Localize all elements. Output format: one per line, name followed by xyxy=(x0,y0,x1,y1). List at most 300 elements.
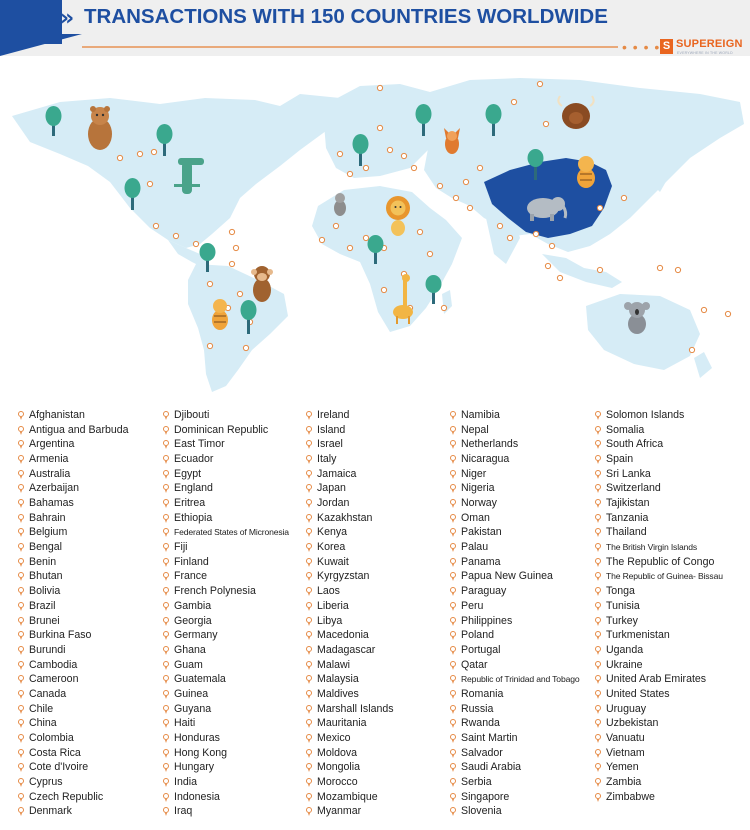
country-name: Republic of Trinidad and Tobago xyxy=(461,674,580,685)
location-pin-icon xyxy=(18,807,24,813)
country-list-item xyxy=(450,511,490,526)
location-pin-icon xyxy=(243,345,248,350)
country-name: Gambia xyxy=(174,599,212,612)
location-pin-icon xyxy=(450,602,456,608)
country-name: Benin xyxy=(29,555,57,568)
country-list-item xyxy=(595,614,638,629)
location-pin-icon xyxy=(18,690,24,696)
country-list-item xyxy=(18,599,56,614)
country-list-item xyxy=(595,540,697,555)
location-pin-icon xyxy=(18,587,24,593)
location-pin-icon xyxy=(595,617,601,623)
location-pin-icon xyxy=(595,719,601,725)
logo-tagline: EVERYWHERE IN THE WORLD xyxy=(677,51,733,55)
location-pin-icon xyxy=(557,275,562,280)
location-pin-icon xyxy=(163,543,169,549)
country-list-item xyxy=(306,452,336,467)
location-pin-icon xyxy=(450,617,456,623)
country-name: Mozambique xyxy=(317,790,378,803)
country-name: Niger xyxy=(461,467,487,480)
country-name: Czech Republic xyxy=(29,790,104,803)
country-name: Ghana xyxy=(174,643,206,656)
country-list-item xyxy=(18,643,66,658)
location-pin-icon xyxy=(163,661,169,667)
country-name: Mauritania xyxy=(317,717,367,730)
country-list-item xyxy=(306,614,342,629)
country-name: Haiti xyxy=(174,717,196,730)
country-list-item xyxy=(306,584,340,599)
country-list-item xyxy=(595,408,684,423)
location-pin-icon xyxy=(163,675,169,681)
location-pin-icon xyxy=(18,499,24,505)
location-pin-icon xyxy=(401,153,406,158)
country-list-item xyxy=(595,584,635,599)
country-name: Fiji xyxy=(174,541,188,554)
location-pin-icon xyxy=(477,165,482,170)
country-name: Kuwait xyxy=(317,555,349,568)
country-list-item xyxy=(306,775,358,790)
location-pin-icon xyxy=(163,587,169,593)
location-pin-icon xyxy=(306,661,312,667)
location-pin-icon xyxy=(163,455,169,461)
country-list-item xyxy=(18,408,85,423)
location-pin-icon xyxy=(306,426,312,432)
country-list-item xyxy=(595,687,670,702)
country-name: Solomon Islands xyxy=(606,409,685,421)
location-pin-icon xyxy=(427,251,432,256)
location-pin-icon xyxy=(163,484,169,490)
country-name: Guinea xyxy=(174,687,209,700)
country-list-item xyxy=(18,628,91,643)
location-pin-icon xyxy=(595,749,601,755)
country-name: England xyxy=(174,482,213,495)
location-pin-icon xyxy=(595,455,601,461)
country-name: Ethiopia xyxy=(174,511,213,524)
country-name: Iraq xyxy=(174,805,193,818)
location-pin-icon xyxy=(18,602,24,608)
country-list-item xyxy=(595,702,646,717)
new-zealand-shape xyxy=(694,352,712,378)
location-pin-icon xyxy=(595,484,601,490)
country-list-item xyxy=(163,658,203,673)
country-list-item xyxy=(163,437,225,452)
page-title: TRANSACTIONS WITH 150 COUNTRIES WORLDWIDE xyxy=(84,5,608,28)
location-pin-icon xyxy=(18,514,24,520)
location-pin-icon xyxy=(347,245,352,250)
country-list-item xyxy=(306,804,361,819)
location-pin-icon xyxy=(163,646,169,652)
country-list-item xyxy=(595,716,658,731)
country-name: Mexico xyxy=(317,731,351,744)
country-name: Thailand xyxy=(606,526,647,539)
country-name: Guyana xyxy=(174,702,212,715)
country-name: Italy xyxy=(317,453,337,466)
country-list-item xyxy=(163,599,211,614)
country-list xyxy=(18,408,738,828)
country-list-item xyxy=(595,525,647,540)
location-pin-icon xyxy=(18,675,24,681)
country-list-item xyxy=(450,540,488,555)
country-list-item xyxy=(163,569,207,584)
country-list-item xyxy=(595,452,633,467)
location-pin-icon xyxy=(417,229,422,234)
country-name: Mongolia xyxy=(317,761,360,774)
country-name: Poland xyxy=(461,629,494,642)
country-list-item xyxy=(18,775,63,790)
country-name: Tajikistan xyxy=(606,497,650,510)
location-pin-icon xyxy=(595,426,601,432)
location-pin-icon xyxy=(450,411,456,417)
country-name: Island xyxy=(317,423,346,436)
panda-icon xyxy=(334,193,346,216)
country-list-item xyxy=(595,599,640,614)
location-pin-icon xyxy=(18,543,24,549)
country-list-item xyxy=(450,437,518,452)
location-pin-icon xyxy=(163,719,169,725)
country-list-item xyxy=(450,672,579,687)
country-list-item xyxy=(163,408,209,423)
location-pin-icon xyxy=(18,411,24,417)
country-list-item xyxy=(163,584,256,599)
location-pin-icon xyxy=(18,617,24,623)
location-pin-icon xyxy=(377,125,382,130)
country-list-item xyxy=(306,599,349,614)
country-list-item xyxy=(306,511,372,526)
country-name: Guatemala xyxy=(174,673,226,686)
location-pin-icon xyxy=(306,690,312,696)
country-list-item xyxy=(18,555,56,570)
location-pin-icon xyxy=(595,793,601,799)
location-pin-icon xyxy=(163,499,169,505)
country-list-item xyxy=(18,481,79,496)
country-list-item xyxy=(306,437,343,452)
location-pin-icon xyxy=(363,235,368,240)
country-list-item xyxy=(595,760,639,775)
location-pin-icon xyxy=(537,81,542,86)
location-pin-icon xyxy=(450,572,456,578)
country-list-item xyxy=(163,746,227,761)
country-list-item xyxy=(18,804,72,819)
country-name: Kazakhstan xyxy=(317,511,373,524)
title-underline xyxy=(82,46,618,48)
location-pin-icon xyxy=(147,181,152,186)
location-pin-icon xyxy=(163,734,169,740)
location-pin-icon xyxy=(497,223,502,228)
country-list-item xyxy=(18,687,66,702)
location-pin-icon xyxy=(163,602,169,608)
location-pin-icon xyxy=(306,411,312,417)
location-pin-icon xyxy=(725,311,730,316)
location-pin-icon xyxy=(450,690,456,696)
location-pin-icon xyxy=(306,734,312,740)
location-pin-icon xyxy=(163,617,169,623)
country-list-item xyxy=(18,540,62,555)
country-name: Ukraine xyxy=(606,658,643,671)
southeast-asia-shape xyxy=(542,254,622,288)
location-pin-icon xyxy=(18,749,24,755)
location-pin-icon xyxy=(595,763,601,769)
country-name: United Arab Emirates xyxy=(606,673,707,686)
location-pin-icon xyxy=(306,558,312,564)
location-pin-icon xyxy=(450,440,456,446)
location-pin-icon xyxy=(18,455,24,461)
country-name: Yemen xyxy=(606,761,639,774)
country-name: Somalia xyxy=(606,423,645,436)
location-pin-icon xyxy=(595,499,601,505)
location-pin-icon xyxy=(306,705,312,711)
country-name: Paraguay xyxy=(461,585,507,598)
country-list-item xyxy=(595,731,645,746)
location-pin-icon xyxy=(319,237,324,242)
location-pin-icon xyxy=(18,558,24,564)
country-name: Morocco xyxy=(317,776,358,788)
country-list-item xyxy=(450,687,503,702)
country-name: Costa Rica xyxy=(29,746,81,759)
location-pin-icon xyxy=(450,426,456,432)
country-list-item xyxy=(306,555,349,570)
country-name: Uzbekistan xyxy=(606,717,659,730)
country-list-item xyxy=(18,614,60,629)
location-pin-icon xyxy=(450,807,456,813)
country-name: France xyxy=(174,570,207,583)
country-list-item xyxy=(450,658,488,673)
country-list-item xyxy=(595,658,643,673)
location-pin-icon xyxy=(163,426,169,432)
location-pin-icon xyxy=(163,528,169,534)
location-pin-icon xyxy=(595,558,601,564)
country-name: Liberia xyxy=(317,599,349,612)
country-list-item xyxy=(595,496,650,511)
country-name: Jordan xyxy=(317,497,350,510)
country-list-item xyxy=(450,584,506,599)
country-list-item xyxy=(163,716,195,731)
country-name: Argentina xyxy=(29,438,75,451)
country-name: Saint Martin xyxy=(461,731,518,744)
location-pin-icon xyxy=(306,514,312,520)
country-name: The Republic of Guinea- Bissau xyxy=(606,571,723,582)
location-pin-icon xyxy=(595,602,601,608)
country-name: Pakistan xyxy=(461,526,502,539)
country-name: Maldives xyxy=(317,687,359,700)
country-list-item xyxy=(450,790,509,805)
location-pin-icon xyxy=(595,411,601,417)
country-name: Hungary xyxy=(174,761,215,774)
location-pin-icon xyxy=(595,690,601,696)
location-pin-icon xyxy=(337,151,342,156)
location-pin-icon xyxy=(595,440,601,446)
location-pin-icon xyxy=(453,195,458,200)
country-name: Belgium xyxy=(29,526,68,539)
location-pin-icon xyxy=(595,587,601,593)
location-pin-icon xyxy=(597,205,602,210)
country-list-item xyxy=(306,687,359,702)
location-pin-icon xyxy=(151,149,156,154)
country-list-item xyxy=(306,760,360,775)
country-name: Korea xyxy=(317,541,346,554)
location-pin-icon xyxy=(18,763,24,769)
location-pin-icon xyxy=(18,484,24,490)
location-pin-icon xyxy=(18,426,24,432)
location-pin-icon xyxy=(306,763,312,769)
country-name: Kenya xyxy=(317,526,348,539)
location-pin-icon xyxy=(18,793,24,799)
country-list-item xyxy=(595,511,648,526)
location-pin-icon xyxy=(657,265,662,270)
country-name: Slovenia xyxy=(461,805,502,818)
location-pin-icon xyxy=(18,661,24,667)
location-pin-icon xyxy=(450,470,456,476)
country-list-item xyxy=(306,790,378,805)
location-pin-icon xyxy=(18,470,24,476)
location-pin-icon xyxy=(450,778,456,784)
country-list-item xyxy=(306,569,369,584)
location-pin-icon xyxy=(675,267,680,272)
location-pin-icon xyxy=(163,763,169,769)
location-pin-icon xyxy=(689,347,694,352)
country-list-item xyxy=(163,555,209,570)
location-pin-icon xyxy=(549,243,554,248)
location-pin-icon xyxy=(173,233,178,238)
country-list-item xyxy=(163,775,197,790)
underline-dots: • • • • xyxy=(622,39,661,55)
location-pin-icon xyxy=(306,484,312,490)
country-name: Netherlands xyxy=(461,438,519,451)
country-list-item xyxy=(450,775,492,790)
country-name: Moldova xyxy=(317,746,358,759)
tiger-icon xyxy=(212,299,228,330)
country-name: Denmark xyxy=(29,805,72,818)
country-name: Georgia xyxy=(174,614,212,627)
country-name: Nepal xyxy=(461,423,489,436)
country-name: Federated States of Micronesia xyxy=(174,527,289,538)
country-name: French Polynesia xyxy=(174,585,256,598)
country-name: Tonga xyxy=(606,585,635,598)
country-list-item xyxy=(595,481,661,496)
country-list-item xyxy=(306,496,349,511)
country-name: Laos xyxy=(317,585,340,598)
country-list-item xyxy=(306,702,394,717)
location-pin-icon xyxy=(117,155,122,160)
country-list-item xyxy=(306,658,350,673)
country-list-item xyxy=(18,525,67,540)
country-name: Israel xyxy=(317,438,343,451)
country-list-item xyxy=(595,467,651,482)
country-list-item xyxy=(306,423,345,438)
location-pin-icon xyxy=(595,470,601,476)
location-pin-icon xyxy=(450,499,456,505)
location-pin-icon xyxy=(511,99,516,104)
country-list-item xyxy=(18,746,81,761)
country-list-item xyxy=(306,716,366,731)
country-list-item xyxy=(163,525,289,540)
country-name: Germany xyxy=(174,629,218,642)
country-name: Cambodia xyxy=(29,658,78,671)
country-name: Madagascar xyxy=(317,643,376,656)
location-pin-icon xyxy=(306,528,312,534)
tiger-icon xyxy=(577,156,595,188)
country-name: Zimbabwe xyxy=(606,790,655,803)
country-list-item xyxy=(595,775,641,790)
location-pin-icon xyxy=(306,719,312,725)
country-name: Tunisia xyxy=(606,599,640,612)
country-list-item xyxy=(163,702,211,717)
location-pin-icon xyxy=(595,675,601,681)
country-name: Myanmar xyxy=(317,805,362,818)
location-pin-icon xyxy=(18,719,24,725)
country-list-item xyxy=(450,423,489,438)
location-pin-icon xyxy=(441,305,446,310)
location-pin-icon xyxy=(306,440,312,446)
country-name: Eritrea xyxy=(174,497,206,510)
country-name: Ecuador xyxy=(174,453,214,466)
country-name: Armenia xyxy=(29,453,69,466)
location-pin-icon xyxy=(163,778,169,784)
country-name: Bengal xyxy=(29,541,62,554)
location-pin-icon xyxy=(18,705,24,711)
country-list-item xyxy=(163,481,213,496)
location-pin-icon xyxy=(450,705,456,711)
location-pin-icon xyxy=(595,631,601,637)
country-name: South Africa xyxy=(606,438,664,451)
location-pin-icon xyxy=(543,121,548,126)
location-pin-icon xyxy=(306,543,312,549)
continents xyxy=(12,78,744,392)
location-pin-icon xyxy=(18,528,24,534)
country-list-item xyxy=(450,628,494,643)
country-name: Jamaica xyxy=(317,467,357,480)
country-name: Romania xyxy=(461,687,504,700)
location-pin-icon xyxy=(163,470,169,476)
location-pin-icon xyxy=(381,287,386,292)
location-pin-icon xyxy=(163,690,169,696)
country-list-item xyxy=(163,687,208,702)
country-list-item xyxy=(163,790,220,805)
country-name: Uruguay xyxy=(606,702,647,715)
location-pin-icon xyxy=(306,631,312,637)
country-list-item xyxy=(163,452,213,467)
country-list-item xyxy=(306,408,349,423)
location-pin-icon xyxy=(18,440,24,446)
location-pin-icon xyxy=(163,631,169,637)
location-pin-icon xyxy=(595,661,601,667)
location-pin-icon xyxy=(545,263,550,268)
location-pin-icon xyxy=(450,646,456,652)
country-list-item xyxy=(18,760,88,775)
country-list-item xyxy=(163,511,212,526)
location-pin-icon xyxy=(387,147,392,152)
country-name: Salvador xyxy=(461,746,503,759)
country-name: Djibouti xyxy=(174,409,210,421)
country-list-item xyxy=(306,731,351,746)
location-pin-icon xyxy=(595,705,601,711)
country-name: Bhutan xyxy=(29,570,63,583)
country-name: Palau xyxy=(461,541,489,554)
location-pin-icon xyxy=(306,646,312,652)
country-name: Hong Kong xyxy=(174,746,228,759)
country-list-item xyxy=(163,643,206,658)
country-list-item xyxy=(450,569,553,584)
country-name: Malawi xyxy=(317,658,350,671)
location-pin-icon xyxy=(306,470,312,476)
country-list-item xyxy=(18,423,129,438)
country-name: Antigua and Barbuda xyxy=(29,423,129,436)
country-list-item xyxy=(595,672,706,687)
location-pin-icon xyxy=(450,455,456,461)
country-list-item xyxy=(163,804,192,819)
location-pin-icon xyxy=(450,734,456,740)
location-pin-icon xyxy=(306,499,312,505)
country-list-item xyxy=(450,452,509,467)
